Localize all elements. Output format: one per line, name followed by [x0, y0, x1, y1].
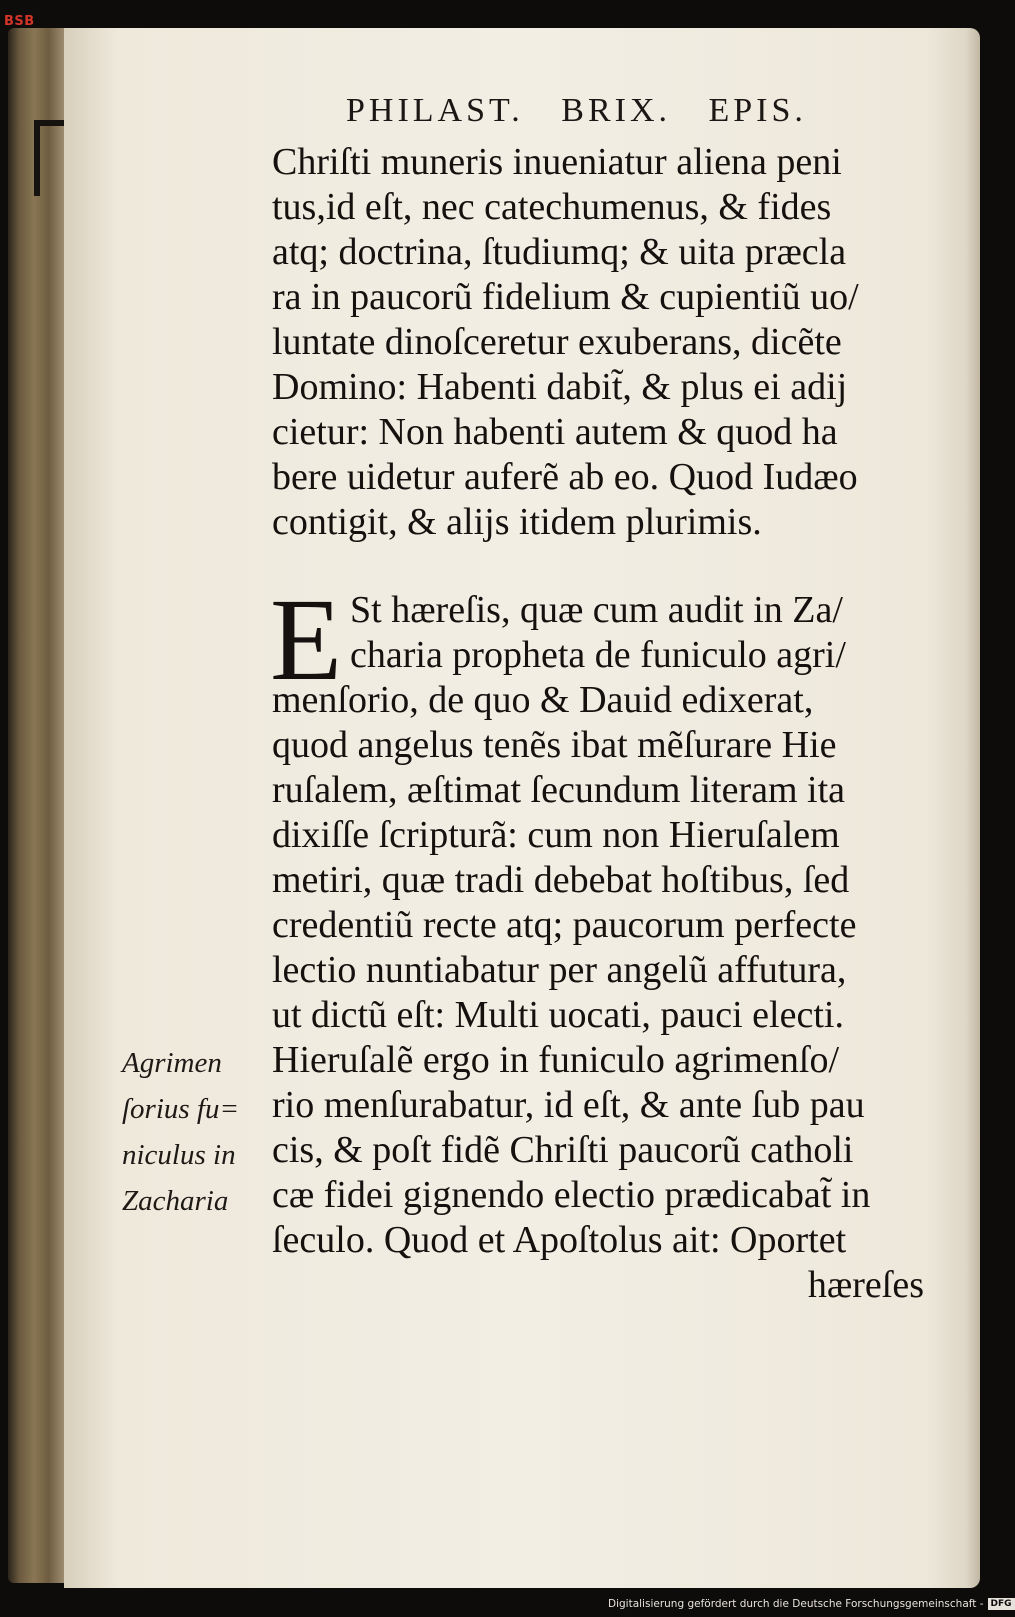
binding-mark — [34, 120, 64, 196]
text-line: Domino: Habenti dabit̃, & plus ei adij — [272, 366, 848, 408]
footer-text: Digitalisierung gefördert durch die Deutsche Forschungsgemeinschaft - — [608, 1598, 984, 1610]
text-line: quod angelus tenẽs ibat mẽſurare Hie — [272, 724, 837, 766]
margin-note-line: Agrimen — [122, 1047, 222, 1079]
text-line: ra in paucorũ fidelium & cupientiũ uo/ — [272, 276, 859, 318]
paragraph-2-indented — [350, 588, 924, 678]
text-line: cis, & poſt fidẽ Chriſti paucorũ catholi — [272, 1129, 854, 1171]
text-line: contigit, & alijs itidem plurimis. — [272, 501, 762, 543]
text-line: credentiũ recte atq; paucorum perfecte — [272, 904, 857, 946]
text-line: atq; doctrina, ſtudiumq; & uita præcla — [272, 231, 847, 273]
text-line: bere uidetur auferẽ ab eo. Quod Iudæo — [272, 456, 858, 498]
text-line: charia propheta de funiculo agri/ — [350, 634, 846, 676]
digitization-footer — [608, 1598, 1015, 1610]
margin-note — [122, 1040, 262, 1224]
catchword: hæreſes — [807, 1264, 924, 1306]
running-head: PHILAST. BRIX. EPIS. — [346, 92, 807, 129]
paragraph-2 — [272, 678, 924, 1308]
text-line: Hieruſalẽ ergo in funiculo agrimenſo/ — [272, 1039, 840, 1081]
library-mark: BSB — [4, 14, 35, 29]
text-line: rio menſurabatur, id eſt, & ante ſub pau — [272, 1084, 865, 1126]
text-line: ut dictũ eſt: Multi uocati, pauci electi. — [272, 994, 844, 1036]
margin-note-line: niculus in — [122, 1139, 236, 1171]
text-line: tus,id eſt, nec catechumenus, & fides — [272, 186, 832, 228]
text-line: cietur: Non habenti autem & quod ha — [272, 411, 838, 453]
text-line: Chriſti muneris inueniatur aliena peni — [272, 141, 842, 183]
margin-note-line: ſorius fu= — [122, 1093, 240, 1125]
text-line: menſorio, de quo & Dauid edixerat, — [272, 679, 814, 721]
text-line: cæ fidei gignendo electio prædicabat̃ in — [272, 1174, 871, 1216]
text-line: dixiſſe ſcripturã: cum non Hieruſalem — [272, 814, 840, 856]
text-line: ſeculo. Quod et Apoſtolus ait: Oportet — [272, 1219, 847, 1261]
book-binding — [8, 28, 66, 1583]
text-line: metiri, quæ tradi debebat hoſtibus, ſed — [272, 859, 850, 901]
text-line: luntate dinoſceretur exuberans, dicẽte — [272, 321, 842, 363]
paragraph-1 — [272, 140, 924, 545]
drop-cap: E — [270, 574, 343, 705]
margin-note-line: Zacharia — [122, 1185, 229, 1217]
page-edge — [966, 28, 980, 1588]
text-line: ruſalem, æſtimat ſecundum literam ita — [272, 769, 846, 811]
dfg-logo: DFG — [988, 1598, 1015, 1610]
text-line: St hæreſis, quæ cum audit in Za/ — [350, 589, 843, 631]
text-line: lectio nuntiabatur per angelũ affutura, — [272, 949, 847, 991]
